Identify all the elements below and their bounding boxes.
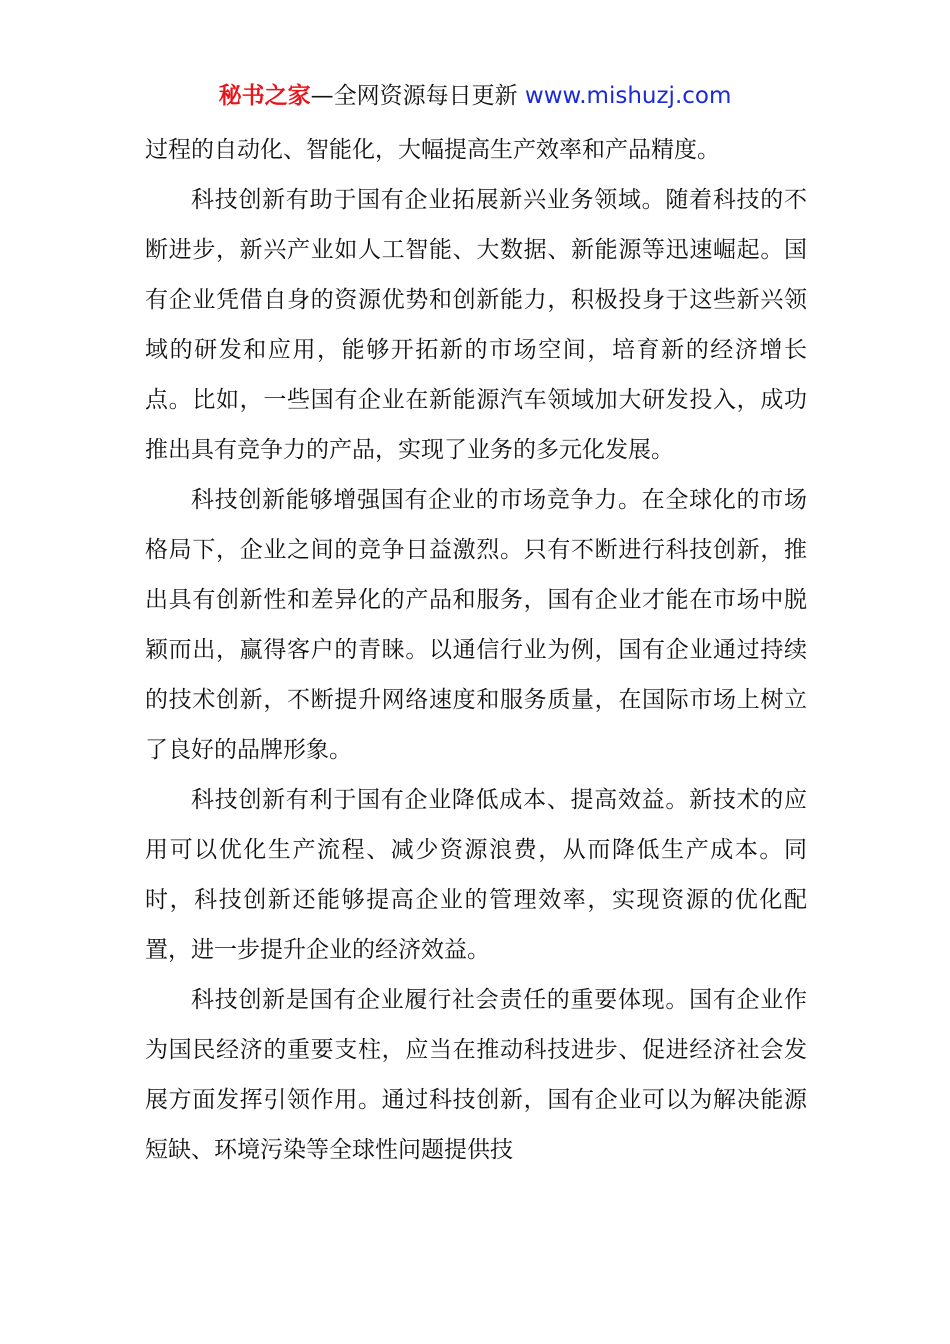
paragraph: 科技创新能够增强国有企业的市场竞争力。在全球化的市场格局下，企业之间的竞争日益激烈。只有不断进行科技创新，推出具有创新性和差异化的产品和服务，国有企业才能在市场中脱颖而出，赢得客户的青睐。以通信行业为例，国有企业通过持续的技术创新，不断提升网络速度和服务质量，在国际市场上树立了良好的品牌形象。 xyxy=(145,487,807,763)
header-tagline: —全网资源每日更新 xyxy=(310,83,518,109)
document-body xyxy=(145,125,807,1175)
site-url-link[interactable]: www.mishuzj.com xyxy=(517,83,732,109)
page-header xyxy=(0,80,950,112)
paragraph-continuation: 过程的自动化、智能化，大幅提高生产效率和产品精度。 xyxy=(145,137,720,163)
paragraph: 科技创新是国有企业履行社会责任的重要体现。国有企业作为国民经济的重要支柱，应当在推动科技进步、促进经济社会发展方面发挥引领作用。通过科技创新，国有企业可以为解决能源短缺、环境污染等全球性问题提供技 xyxy=(145,987,807,1163)
paragraph: 科技创新有助于国有企业拓展新兴业务领域。随着科技的不断进步，新兴产业如人工智能、大数据、新能源等迅速崛起。国有企业凭借自身的资源优势和创新能力，积极投身于这些新兴领域的研发和应用，能够开拓新的市场空间，培育新的经济增长点。比如，一些国有企业在新能源汽车领域加大研发投入，成功推出具有竞争力的产品，实现了业务的多元化发展。 xyxy=(145,187,807,463)
paragraph: 科技创新有利于国有企业降低成本、提高效益。新技术的应用可以优化生产流程、减少资源浪费，从而降低生产成本。同时，科技创新还能够提高企业的管理效率，实现资源的优化配置，进一步提升企业的经济效益。 xyxy=(145,787,807,963)
brand-name: 秘书之家 xyxy=(218,83,311,109)
